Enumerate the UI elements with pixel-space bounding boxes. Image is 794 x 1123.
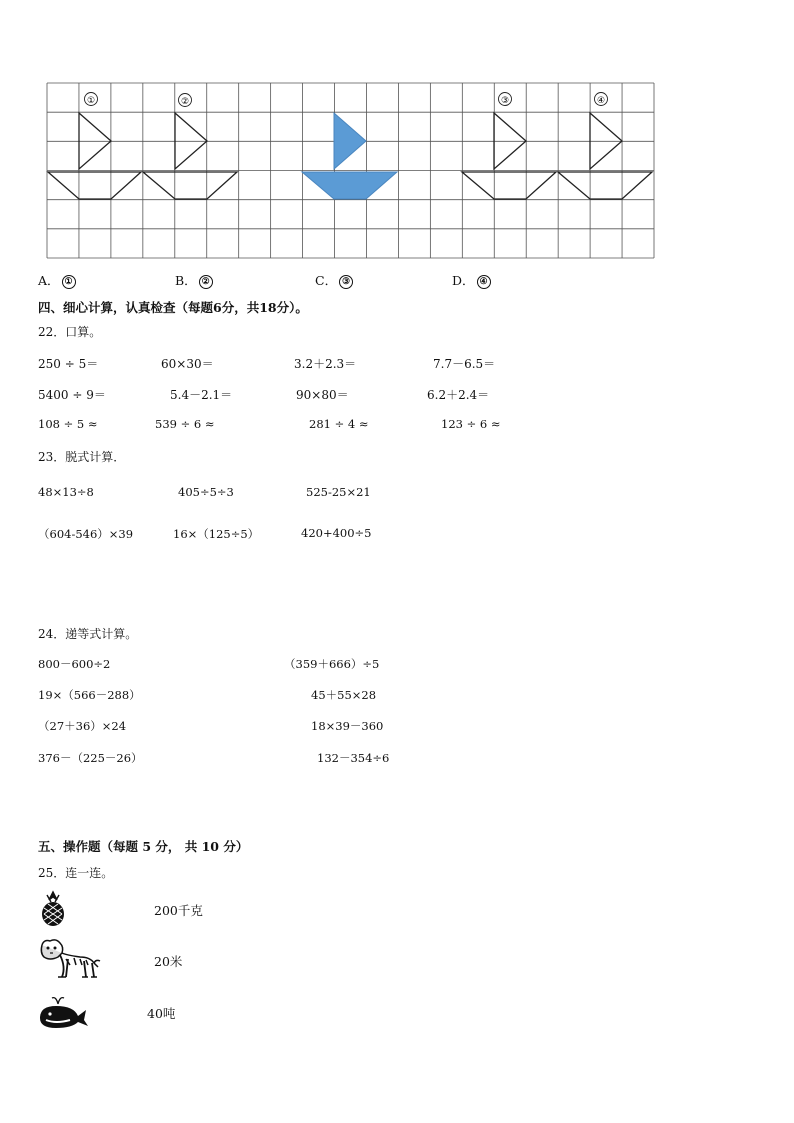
figure-label-3-text: ③ xyxy=(500,96,510,106)
q22-item: 60×30＝ xyxy=(161,357,214,371)
q23-item: 48×13÷8 xyxy=(38,485,94,499)
q25-value-2[interactable]: 20米 xyxy=(154,954,183,969)
option-c[interactable] xyxy=(315,271,353,289)
q24-title: 24．递等式计算。 xyxy=(38,627,138,641)
q25-title: 25．连一连。 xyxy=(38,866,114,880)
q22-item: 3.2＋2.3＝ xyxy=(294,357,357,371)
boat-reference-blue xyxy=(302,113,397,199)
option-b[interactable] xyxy=(175,271,213,289)
q22-item: 90×80＝ xyxy=(296,388,349,402)
figure-label-4 xyxy=(595,93,608,107)
section-4-heading: 四、细心计算，认真检查（每题6分，共18分）。 xyxy=(38,300,308,315)
boat-4 xyxy=(558,113,652,199)
boat-2 xyxy=(143,113,237,199)
q23-item: 525-25×21 xyxy=(306,485,371,499)
q22-item: 108 ÷ 5 ≈ xyxy=(38,417,98,431)
q24-item: 132－354÷6 xyxy=(317,751,390,765)
figure-label-2 xyxy=(179,94,192,108)
q22-item: 539 ÷ 6 ≈ xyxy=(155,417,215,431)
q23-title: 23．脱式计算． xyxy=(38,450,126,464)
q22-title: 22．口算。 xyxy=(38,325,102,339)
q22-item: 5.4－2.1＝ xyxy=(170,388,233,402)
q24-item: 800－600÷2 xyxy=(38,657,111,671)
q24-item: 19×（566－288） xyxy=(38,688,141,702)
boat-grid-figure xyxy=(0,0,794,270)
option-b-mark: ② xyxy=(199,275,213,289)
option-a-mark: ① xyxy=(62,275,76,289)
figure-label-4-text: ④ xyxy=(596,96,606,106)
whale-icon[interactable] xyxy=(36,994,90,1032)
q22-item: 5400 ÷ 9＝ xyxy=(38,388,106,402)
q22-item: 6.2＋2.4＝ xyxy=(427,388,490,402)
q25-value-1[interactable]: 200千克 xyxy=(154,903,203,918)
q23-item: 420+400÷5 xyxy=(301,526,372,540)
tiger-icon[interactable] xyxy=(36,937,102,981)
boat-1 xyxy=(48,113,141,199)
q24-item: （27＋36）×24 xyxy=(38,719,127,733)
q24-item: 18×39－360 xyxy=(311,719,384,733)
q23-item: 16×（125÷5） xyxy=(173,527,260,541)
figure-label-1 xyxy=(85,93,98,107)
q23-item: （604-546）×39 xyxy=(38,527,134,541)
option-b-letter: B． xyxy=(175,273,197,288)
q23-item: 405÷5÷3 xyxy=(178,485,234,499)
q25-value-3[interactable]: 40吨 xyxy=(147,1006,176,1021)
figure-label-3 xyxy=(499,93,512,107)
q24-item: 376－（225－26） xyxy=(38,751,143,765)
q24-item: （359＋666）÷5 xyxy=(284,657,380,671)
q24-item: 45＋55×28 xyxy=(311,688,377,702)
q22-item: 123 ÷ 6 ≈ xyxy=(441,417,501,431)
pineapple-icon[interactable] xyxy=(36,890,70,928)
figure-label-1-text: ① xyxy=(86,96,96,106)
option-c-letter: C． xyxy=(315,273,338,288)
q22-item: 281 ÷ 4 ≈ xyxy=(309,417,369,431)
option-d-letter: D． xyxy=(452,273,475,288)
option-c-mark: ③ xyxy=(339,275,353,289)
section-5-heading: 五、操作题（每题 5 分， 共 10 分） xyxy=(38,839,249,854)
option-a[interactable] xyxy=(38,271,76,289)
q22-item: 7.7－6.5＝ xyxy=(433,357,496,371)
figure-label-2-text: ② xyxy=(180,97,190,107)
q22-item: 250 ÷ 5＝ xyxy=(38,357,99,371)
boat-3 xyxy=(462,113,556,199)
option-d[interactable] xyxy=(452,271,491,289)
option-d-mark: ④ xyxy=(477,275,491,289)
option-a-letter: A． xyxy=(38,273,60,288)
grid-lines xyxy=(47,83,654,258)
